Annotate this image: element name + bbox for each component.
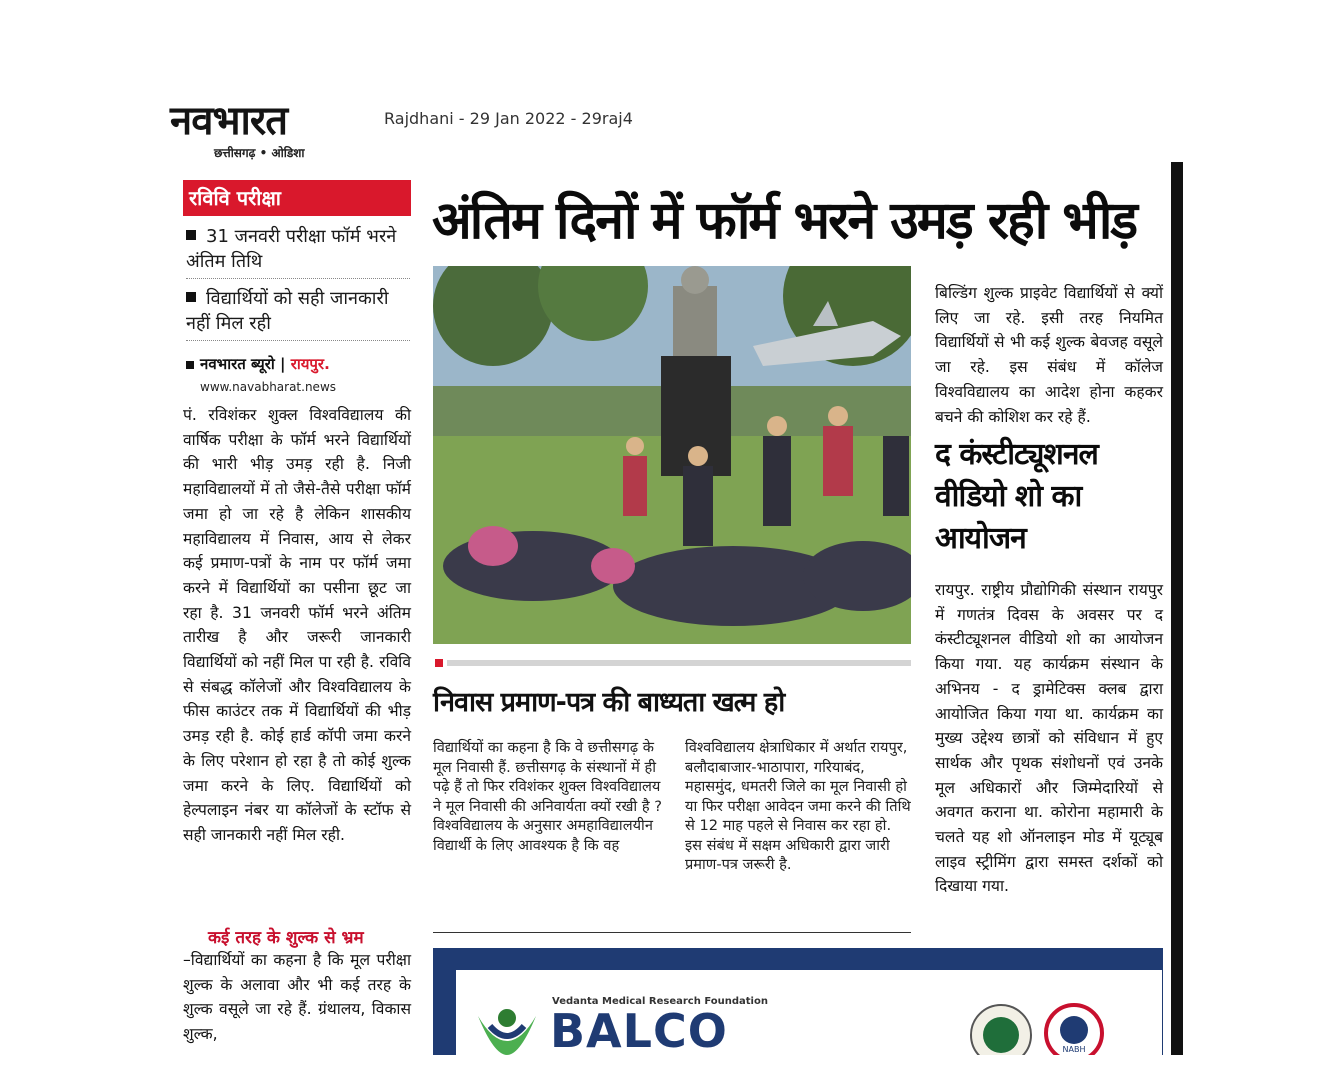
bullet-square-icon xyxy=(186,230,196,240)
bullet-item xyxy=(186,286,410,341)
byline-source: नवभारत ब्यूरो xyxy=(200,355,275,373)
bullet-item xyxy=(186,224,410,279)
bullet-text: विद्यार्थियों को सही जानकारी नहीं मिल रही xyxy=(186,288,389,334)
byline-square-icon xyxy=(186,361,194,369)
subheading-fees: कई तरह के शुल्क से भ्रम xyxy=(208,928,364,948)
right-border-rule xyxy=(1171,162,1183,1055)
newspaper-logo xyxy=(170,97,368,162)
section-rule xyxy=(447,660,911,666)
article-body-left-continued: –विद्यार्थियों का कहना है कि मूल परीक्षा शुल्क के अलावा और भी कई तरह के शुल्क वसूले जा रहे हैं. ग्रंथालय, विकास शुल्क, xyxy=(183,951,411,1043)
main-headline: अंतिम दिनों में फॉर्म भरने उमड़ रही भीड़ xyxy=(432,191,1137,251)
section-marker xyxy=(435,659,443,667)
website-link[interactable]: www.navabharat.news xyxy=(200,380,337,394)
bullet-square-icon xyxy=(186,292,196,302)
nabh-label: NABH xyxy=(1062,1045,1086,1054)
logo-subtitle: छत्तीसगढ़ • ओडिशा xyxy=(214,146,305,160)
ad-brand-name: BALCO xyxy=(550,1004,728,1058)
bullet-text: 31 जनवरी परीक्षा फॉर्म भरने अंतिम तिथि xyxy=(186,226,397,272)
article-body-left: पं. रविशंकर शुक्ल विश्वविद्यालय की वार्षिक परीक्षा के फॉर्म भरने विद्यार्थियों की भारी भीड़ उमड़ रही है. निजी महाविद्यालयों में तो जैसे-तैसे परीक्षा फॉर्म जमा हो जा रहे है लेकिन शासकीय महाविद्यालय में निवास, आय से लेकर कई प्रमाण-पत्रों के नाम पर फॉर्म जमा करने में विद्यार्थियों का पसीना छूट जा रहा है. 31 जनवरी फॉर्म भरने अंतिम तारीख है और जरूरी जानकारी विद्यार्थियों को नहीं मिल पा रही है. रविवि से संबद्ध कॉलेजों और विश्वविद्यालय के फीस काउंटर तक में विद्यार्थियों की भीड़ उमड़ रही है. कोई हार्ड कॉपी जमा करने के लिए परेशान हो रहा है तो कोई शुल्क जमा करने के लिए. विद्यार्थियों को हेल्पलाइन नंबर या कॉलेजों के स्टॉफ से सही जानकारी नहीं मिल रही. xyxy=(183,406,411,844)
article-body-middle-a: विद्यार्थियों का कहना है कि वे छत्तीसगढ़ के मूल निवासी हैं. छत्तीसगढ़ के संस्थानों में ही पढ़े हैं तो फिर रविशंकर शुक्ल विश्वविद्यालय ने मूल निवासी की अनिवार्यता क्यों रखी है ? विश्वविद्यालय के अनुसार अमहाविद्यालयीन विद्यार्थी के लिए आवश्यक है कि वह xyxy=(433,739,662,854)
article-bottom-rule xyxy=(433,932,911,933)
certification-seal-icon xyxy=(966,1000,1036,1055)
article-body-right-second: रायपुर. राष्ट्रीय प्रौद्योगिकी संस्थान रायपुर में गणतंत्र दिवस के अवसर पर द कंस्टीट्यूशनल वीडियो शो का आयोजन किया गया. यह कार्यक्रम संस्थान के अभिनय - द ड्रामेटिक्स क्लब द्वारा आयोजित किया गया था. कार्यक्रम का मुख्य उद्देश्य छात्रों को संविधान में हुए सार्थक और पृथक संशोधनों एवं उनके मूल अधिकारों और जिम्मेदारियों से अवगत कराना था. कोरोना महामारी के चलते यह शो ऑनलाइन मोड में यूट्यूब लाइव स्ट्रीमिंग द्वारा समस्त दर्शकों को दिखाया गया. xyxy=(935,581,1163,896)
secondary-headline: द कंस्टीट्यूशनल वीडियो शो का आयोजन xyxy=(935,437,1098,556)
subheading-residence: निवास प्रमाण-पत्र की बाध्यता खत्म हो xyxy=(433,687,785,718)
byline: नवभारत ब्यूरो | रायपुर. xyxy=(186,354,330,374)
article-body-right: बिल्डिंग शुल्क प्राइवेट विद्यार्थियों से क्यों लिए जा रहे. इसी तरह नियमित विद्यार्थियों से भी कई शुल्क बेवजह वसूले जा रहे. इस संबंध में कॉलेज विश्वविद्यालय का आदेश होना कहकर बचने की कोशिश कर रहे हैं. xyxy=(935,284,1163,426)
byline-place: रायपुर. xyxy=(290,355,330,373)
news-photo xyxy=(433,266,911,644)
section-tag: रविवि परीक्षा xyxy=(183,180,411,216)
edition-info: Rajdhani - 29 Jan 2022 - 29raj4 xyxy=(384,109,633,128)
logo-text: नवभारत xyxy=(170,97,288,144)
crowd-photo-illustration xyxy=(433,266,911,644)
ad-foundation-name: Vedanta Medical Research Foundation xyxy=(552,996,768,1007)
nabh-seal-icon xyxy=(1044,1000,1104,1055)
balco-logo-icon xyxy=(470,996,544,1055)
article-body-middle-b: विश्वविद्यालय क्षेत्राधिकार में अर्थात रायपुर, बलौदाबाजार-भाठापारा, गरियाबंद, महासमुंद, धमतरी जिले का मूल निवासी हो या फिर परीक्षा आवेदन जमा करने की तिथि से 12 माह पहले से निवास कर रहा हो. इस संबंध में सक्षम अधिकारी द्वारा जारी प्रमाण-पत्र जरूरी है. xyxy=(685,739,911,873)
